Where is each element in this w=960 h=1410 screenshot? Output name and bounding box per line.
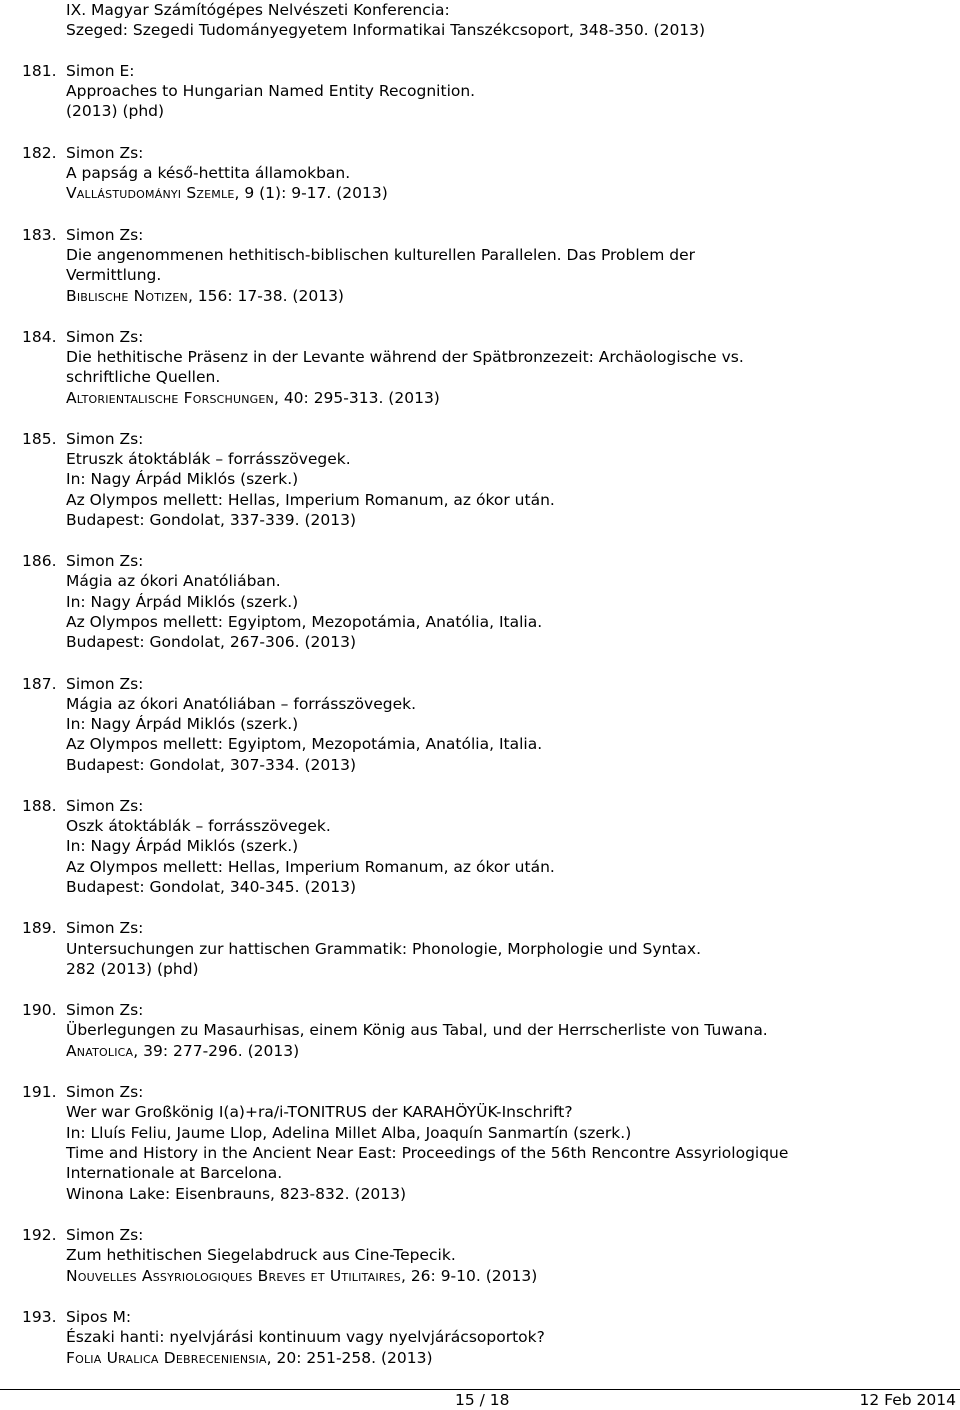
journal-details: , 26: 9-10. (2013) — [400, 1267, 538, 1285]
entry-number: 184. — [22, 328, 57, 346]
entry-title: Oszk átoktáblák – forrásszövegek. — [66, 817, 331, 835]
entry-publisher: Budapest: Gondolat, 267-306. (2013) — [66, 633, 357, 651]
entry-number: 181. — [22, 62, 57, 80]
entry-author: Simon Zs: — [66, 430, 144, 448]
entry-title: schriftliche Quellen. — [66, 368, 221, 386]
journal-name: Biblische Notizen — [66, 287, 188, 305]
entry-author: Simon Zs: — [66, 797, 144, 815]
journal-details: , 40: 295-313. (2013) — [273, 389, 440, 407]
entry-journal-line — [66, 1266, 537, 1286]
entry-number: 190. — [22, 1001, 57, 1019]
entry-journal-line — [66, 286, 344, 306]
entry-book: Az Olympos mellett: Hellas, Imperium Romanum, az ókor után. — [66, 491, 555, 509]
header-entry-line: Szeged: Szegedi Tudományegyetem Informatikai Tanszékcsoport, 348-350. (2013) — [66, 21, 706, 39]
entry-author: Simon Zs: — [66, 226, 144, 244]
entry-publisher: Budapest: Gondolat, 340-345. (2013) — [66, 878, 357, 896]
entry-title: Die hethitische Präsenz in der Levante während der Spätbronzezeit: Archäologische vs. — [66, 348, 744, 366]
entry-title: Untersuchungen zur hattischen Grammatik: Phonologie, Morphologie und Syntax. — [66, 940, 701, 958]
header-entry-line: IX. Magyar Számítógépes Nelvészeti Konferencia: — [66, 1, 450, 19]
entry-editor: In: Nagy Árpád Miklós (szerk.) — [66, 715, 299, 733]
page-number: 15 / 18 — [455, 1391, 510, 1409]
footer-date: 12 Feb 2014 — [859, 1391, 956, 1409]
entry-title: Approaches to Hungarian Named Entity Recognition. — [66, 82, 476, 100]
entry-title: A papság a késő-hettita államokban. — [66, 164, 351, 182]
journal-details: , 20: 251-258. (2013) — [266, 1349, 433, 1367]
entry-title: Északi hanti: nyelvjárási kontinuum vagy nyelvjárácsoportok? — [66, 1328, 545, 1346]
entry-title: Mágia az ókori Anatóliában – forrásszövegek. — [66, 695, 417, 713]
entry-extra: 282 (2013) (phd) — [66, 960, 199, 978]
entry-title: Zum hethitischen Siegelabdruck aus Cine-Tepecik. — [66, 1246, 456, 1264]
entry-author: Simon Zs: — [66, 1226, 144, 1244]
entry-journal-line — [66, 183, 388, 203]
entry-author: Sipos M: — [66, 1308, 132, 1326]
entry-journal-line — [66, 388, 440, 408]
entry-author: Simon Zs: — [66, 1083, 144, 1101]
entry-title: Wer war Großkönig I(a)+ra/i-TONITRUS der KARAHÖYÜK-Inschrift? — [66, 1103, 573, 1121]
journal-name: Anatolica — [66, 1042, 134, 1060]
entry-title: Die angenommenen hethitisch-biblischen kulturellen Parallelen. Das Problem der — [66, 246, 695, 264]
entry-publisher: Budapest: Gondolat, 337-339. (2013) — [66, 511, 357, 529]
entry-number: 186. — [22, 552, 57, 570]
entry-author: Simon Zs: — [66, 328, 144, 346]
entry-book: Az Olympos mellett: Egyiptom, Mezopotámia, Anatólia, Italia. — [66, 613, 543, 631]
entry-number: 189. — [22, 919, 57, 937]
entry-journal-line — [66, 1041, 299, 1061]
journal-details: , 156: 17-38. (2013) — [187, 287, 344, 305]
entry-title: Mágia az ókori Anatóliában. — [66, 572, 281, 590]
entry-number: 185. — [22, 430, 57, 448]
entry-number: 182. — [22, 144, 57, 162]
entry-title: Etruszk átoktáblák – forrásszövegek. — [66, 450, 351, 468]
entry-number: 188. — [22, 797, 57, 815]
entry-number: 183. — [22, 226, 57, 244]
entry-author: Simon E: — [66, 62, 135, 80]
entry-title: Vermittlung. — [66, 266, 162, 284]
entry-number: 193. — [22, 1308, 57, 1326]
entry-publisher: Winona Lake: Eisenbrauns, 823-832. (2013) — [66, 1185, 407, 1203]
entry-editor: In: Nagy Árpád Miklós (szerk.) — [66, 470, 299, 488]
journal-name: Vallástudományi Szemle — [66, 184, 235, 202]
entry-author: Simon Zs: — [66, 919, 144, 937]
journal-name: Folia Uralica Debreceniensia — [66, 1349, 267, 1367]
journal-name: Altorientalische Forschungen — [66, 389, 274, 407]
entry-author: Simon Zs: — [66, 675, 144, 693]
entry-extra: (2013) (phd) — [66, 102, 165, 120]
entry-book: Az Olympos mellett: Egyiptom, Mezopotámia, Anatólia, Italia. — [66, 735, 543, 753]
entry-author: Simon Zs: — [66, 1001, 144, 1019]
entry-book: Az Olympos mellett: Hellas, Imperium Romanum, az ókor után. — [66, 858, 555, 876]
entry-number: 192. — [22, 1226, 57, 1244]
entry-journal-line — [66, 1348, 433, 1368]
entry-book: Internationale at Barcelona. — [66, 1164, 283, 1182]
entry-title: Überlegungen zu Masaurhisas, einem König aus Tabal, und der Herrscherliste von Tuwana. — [66, 1021, 768, 1039]
entry-book: Time and History in the Ancient Near East: Proceedings of the 56th Rencontre Assyriologique — [66, 1144, 789, 1162]
entry-author: Simon Zs: — [66, 552, 144, 570]
journal-details: , 39: 277-296. (2013) — [133, 1042, 300, 1060]
entry-number: 191. — [22, 1083, 57, 1101]
journal-name: Nouvelles Assyriologiques Breves et Utilitaires — [66, 1267, 401, 1285]
entry-editor: In: Nagy Árpád Miklós (szerk.) — [66, 593, 299, 611]
journal-details: , 9 (1): 9-17. (2013) — [234, 184, 388, 202]
entry-editor: In: Lluís Feliu, Jaume Llop, Adelina Millet Alba, Joaquín Sanmartín (szerk.) — [66, 1124, 632, 1142]
entry-editor: In: Nagy Árpád Miklós (szerk.) — [66, 837, 299, 855]
entry-number: 187. — [22, 675, 57, 693]
entry-publisher: Budapest: Gondolat, 307-334. (2013) — [66, 756, 357, 774]
entry-author: Simon Zs: — [66, 144, 144, 162]
